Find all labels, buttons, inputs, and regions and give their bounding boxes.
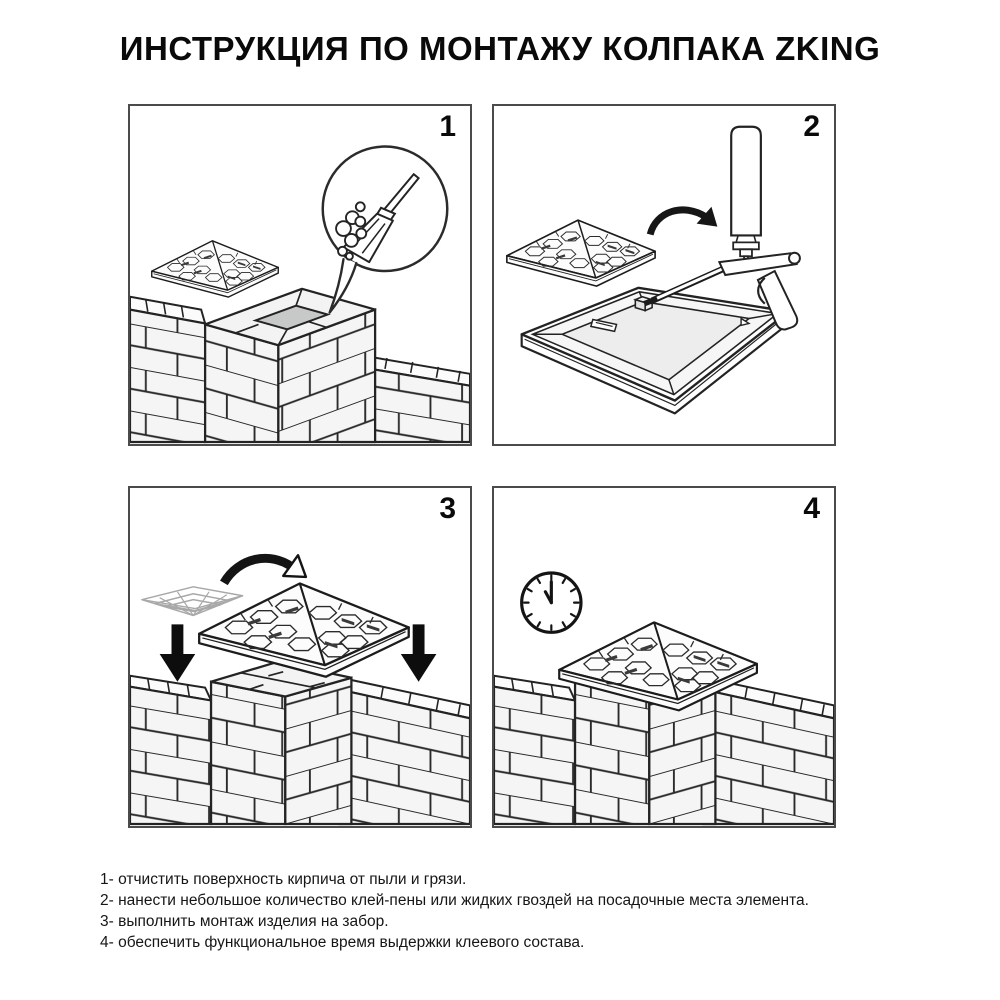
panel-step-3	[128, 486, 472, 828]
step-number-2: 2	[803, 110, 820, 143]
panel-grid	[128, 104, 836, 828]
ghost-cap	[142, 587, 243, 616]
flip-arrow-icon	[650, 207, 717, 235]
instruction-line: 1- отчистить поверхность кирпича от пыли и грязи.	[100, 871, 467, 888]
overturned-cap-tray	[522, 288, 789, 414]
cap-product	[152, 241, 279, 297]
right-wall	[340, 679, 470, 824]
page-title: ИНСТРУКЦИЯ ПО МОНТАЖУ КОЛПАКА ZKING	[119, 30, 881, 67]
step-number-4: 4	[803, 492, 820, 525]
panel-step-1	[128, 104, 472, 446]
step2-illustration	[494, 106, 834, 444]
down-arrow-left-icon	[160, 624, 196, 681]
right-wall	[704, 679, 834, 824]
gun-nozzle	[644, 301, 652, 304]
step4-illustration	[494, 488, 834, 826]
step3-illustration	[130, 488, 470, 826]
step1-illustration	[130, 106, 470, 444]
step-number-1: 1	[439, 110, 456, 143]
cap-product	[507, 220, 655, 286]
brick-pillar	[211, 662, 351, 824]
flip-arrow-icon	[224, 555, 306, 583]
panel-step-2	[492, 104, 836, 446]
left-wall	[130, 297, 205, 442]
gun-body	[719, 253, 796, 275]
instruction-line: 4- обеспечить функциональное время выдержки клеевого состава.	[100, 934, 585, 951]
left-wall	[130, 676, 211, 824]
glue-canister	[731, 127, 761, 236]
instructions-list	[100, 869, 809, 953]
instruction-line: 3- выполнить монтаж изделия на забор.	[100, 913, 389, 930]
clock-icon	[522, 573, 581, 632]
instruction-line: 2- нанести небольшое количество клей-пены или жидких гвоздей на посадочные места элемента.	[100, 892, 809, 909]
left-wall	[494, 676, 575, 824]
brick-pillar	[205, 289, 375, 442]
panel-step-4	[492, 486, 836, 828]
step-number-3: 3	[439, 492, 456, 525]
